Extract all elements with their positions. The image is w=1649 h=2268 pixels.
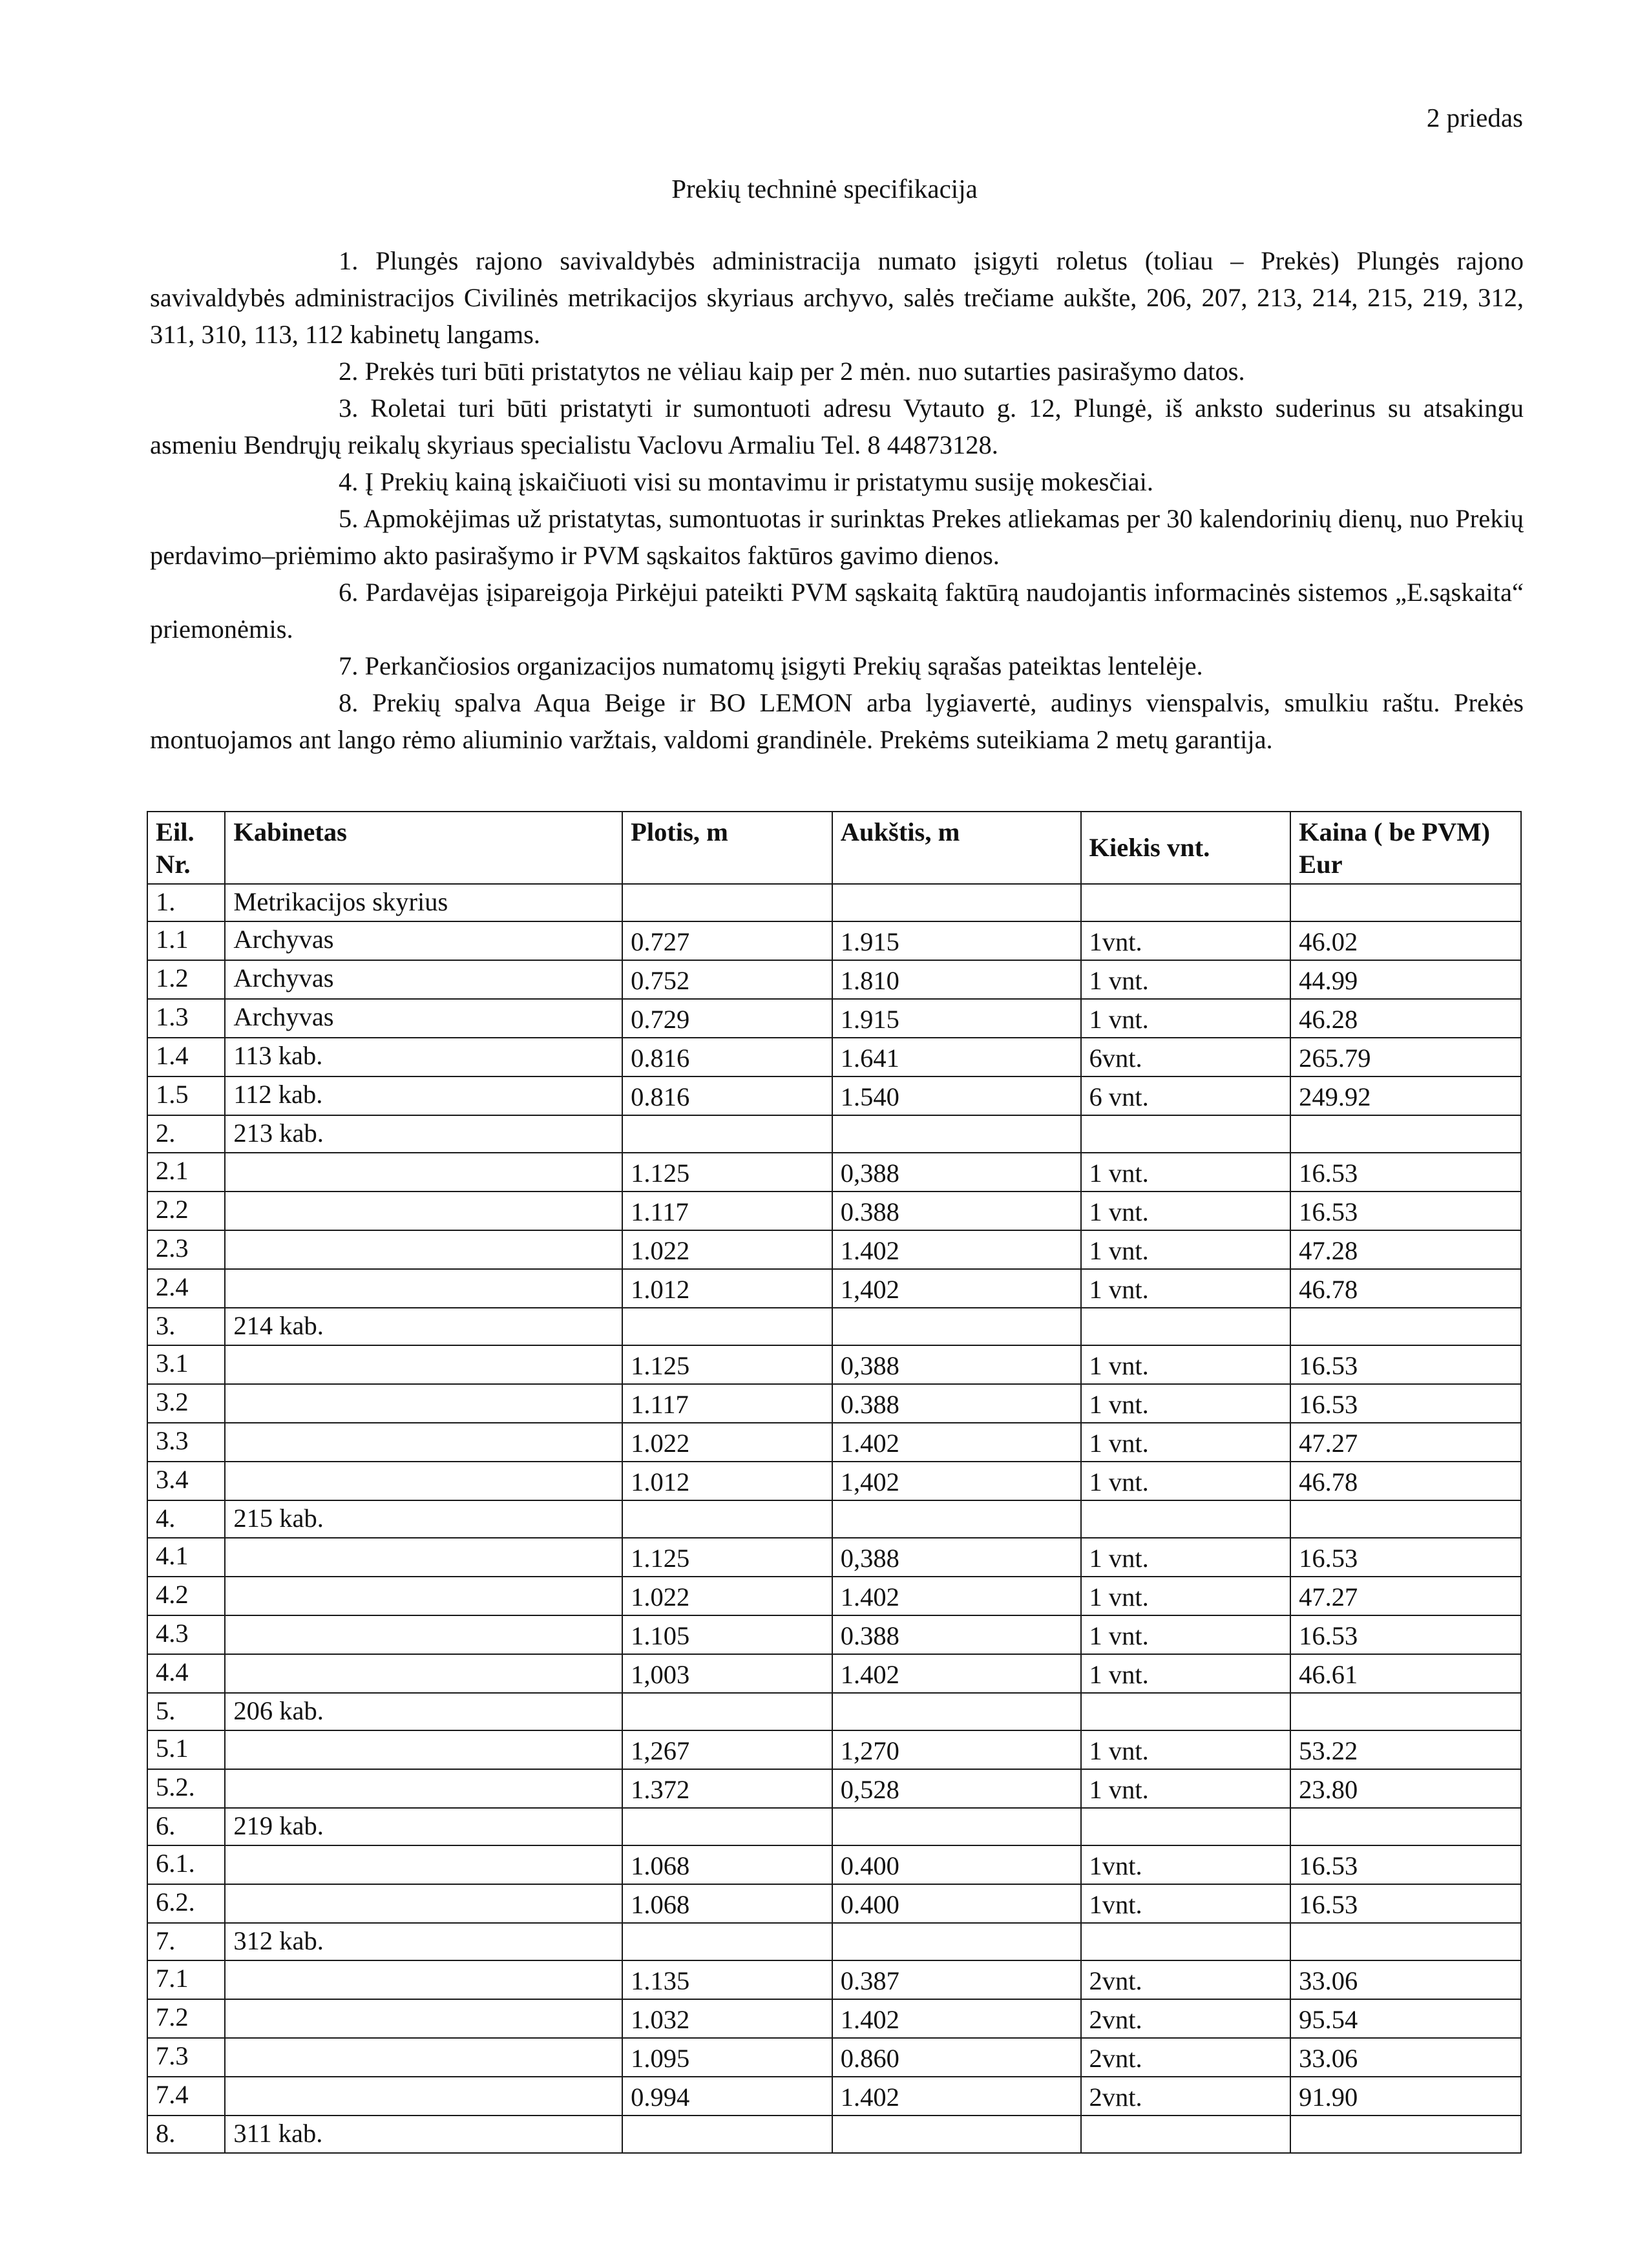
table-row (147, 884, 1521, 921)
cell-kiekis: 1 vnt. (1081, 1654, 1291, 1693)
cell-kiekis (1081, 1115, 1291, 1153)
cell-nr: 3. (147, 1308, 225, 1345)
cell-kiekis: 1 vnt. (1081, 1538, 1291, 1577)
cell-kiekis: 1 vnt. (1081, 1230, 1291, 1269)
cell-kabinetas (225, 1538, 622, 1577)
cell-kiekis: 2vnt. (1081, 2077, 1291, 2116)
cell-aukstis: 1.402 (832, 1577, 1081, 1615)
cell-kiekis: 1 vnt. (1081, 1462, 1291, 1500)
table-row (147, 1615, 1521, 1654)
cell-nr: 3.3 (147, 1423, 225, 1462)
cell-nr: 1.3 (147, 999, 225, 1038)
cell-kabinetas: Archyvas (225, 999, 622, 1038)
cell-kaina: 46.78 (1290, 1462, 1521, 1500)
cell-plotis: 1.095 (622, 2038, 832, 2077)
cell-aukstis: 1,402 (832, 1269, 1081, 1308)
cell-aukstis: 1.641 (832, 1038, 1081, 1076)
cell-kaina (1290, 1308, 1521, 1345)
cell-kiekis (1081, 1308, 1291, 1345)
cell-plotis: 1.125 (622, 1345, 832, 1384)
cell-kiekis: 1 vnt. (1081, 1615, 1291, 1654)
cell-nr: 1. (147, 884, 225, 921)
cell-plotis (622, 884, 832, 921)
cell-kiekis: 1 vnt. (1081, 1769, 1291, 1808)
cell-aukstis: 1,402 (832, 1462, 1081, 1500)
cell-plotis: 1,267 (622, 1730, 832, 1769)
cell-plotis: 0.994 (622, 2077, 832, 2116)
cell-plotis: 1.105 (622, 1615, 832, 1654)
cell-aukstis: 1.402 (832, 2077, 1081, 2116)
cell-plotis: 0.816 (622, 1076, 832, 1115)
cell-aukstis: 0,388 (832, 1345, 1081, 1384)
cell-aukstis: 1.402 (832, 1423, 1081, 1462)
cell-kaina (1290, 1808, 1521, 1845)
header-kiekis: Kiekis vnt. (1081, 812, 1291, 884)
cell-kabinetas (225, 1230, 622, 1269)
table-row (147, 1269, 1521, 1308)
table-body (147, 884, 1521, 2153)
paragraph-7: 7. Perkančiosios organizacijos numatomų įsigyti Prekių sąrašas pateiktas lentelėje. (339, 651, 1203, 680)
cell-kaina: 47.27 (1290, 1577, 1521, 1615)
table-row (147, 1769, 1521, 1808)
cell-aukstis: 0.400 (832, 1845, 1081, 1884)
cell-kaina: 16.53 (1290, 1153, 1521, 1192)
table-row (147, 1308, 1521, 1345)
cell-nr: 4.3 (147, 1615, 225, 1654)
cell-kabinetas (225, 2038, 622, 2077)
cell-kiekis: 1vnt. (1081, 1884, 1291, 1923)
cell-plotis: 1.012 (622, 1462, 832, 1500)
cell-nr: 7.3 (147, 2038, 225, 2077)
table-row (147, 1960, 1521, 1999)
cell-kabinetas: 219 kab. (225, 1808, 622, 1845)
cell-kabinetas (225, 1462, 622, 1500)
cell-plotis (622, 1308, 832, 1345)
cell-nr: 4.1 (147, 1538, 225, 1577)
cell-plotis: 1.022 (622, 1577, 832, 1615)
cell-nr: 3.2 (147, 1384, 225, 1423)
cell-plotis: 1.125 (622, 1538, 832, 1577)
cell-kaina: 47.27 (1290, 1423, 1521, 1462)
cell-kabinetas: Archyvas (225, 960, 622, 999)
cell-kiekis: 1 vnt. (1081, 1269, 1291, 1308)
paragraph-6: 6. Pardavėjas įsipareigoja Pirkėjui pateikti PVM sąskaitą faktūrą naudojantis informacinės sistemos „E.sąskaita“ priemonėmis. (150, 578, 1524, 644)
table-row (147, 1230, 1521, 1269)
cell-nr: 2. (147, 1115, 225, 1153)
cell-aukstis: 1.402 (832, 1654, 1081, 1693)
specification-body (150, 242, 1524, 758)
cell-kabinetas (225, 1153, 622, 1192)
cell-kaina: 16.53 (1290, 1538, 1521, 1577)
table-row (147, 1730, 1521, 1769)
cell-kiekis: 2vnt. (1081, 2038, 1291, 2077)
cell-kiekis: 6 vnt. (1081, 1076, 1291, 1115)
cell-kaina: 91.90 (1290, 2077, 1521, 2116)
table-row (147, 1654, 1521, 1693)
cell-kiekis: 1vnt. (1081, 921, 1291, 960)
header-kabinetas: Kabinetas (225, 812, 622, 884)
cell-kaina: 33.06 (1290, 2038, 1521, 2077)
cell-kabinetas (225, 1654, 622, 1693)
table-row (147, 1423, 1521, 1462)
cell-kabinetas (225, 1845, 622, 1884)
cell-plotis: 1.022 (622, 1423, 832, 1462)
cell-aukstis: 0,388 (832, 1538, 1081, 1577)
table-row (147, 921, 1521, 960)
cell-kiekis: 1 vnt. (1081, 1577, 1291, 1615)
cell-kabinetas (225, 1884, 622, 1923)
cell-aukstis: 1.402 (832, 1230, 1081, 1269)
cell-plotis (622, 2116, 832, 2153)
cell-plotis: 0.729 (622, 999, 832, 1038)
cell-kabinetas (225, 1960, 622, 1999)
cell-kabinetas: 206 kab. (225, 1693, 622, 1730)
cell-kaina: 47.28 (1290, 1230, 1521, 1269)
cell-kaina (1290, 1923, 1521, 1960)
cell-kiekis: 2vnt. (1081, 1960, 1291, 1999)
cell-kabinetas (225, 1384, 622, 1423)
cell-kiekis (1081, 1808, 1291, 1845)
cell-kabinetas (225, 1345, 622, 1384)
table-row (147, 1845, 1521, 1884)
cell-kabinetas (225, 1999, 622, 2038)
cell-kabinetas: Archyvas (225, 921, 622, 960)
table-row (147, 999, 1521, 1038)
cell-plotis: 1.117 (622, 1384, 832, 1423)
header-kaina: Kaina ( be PVM) Eur (1290, 812, 1521, 884)
cell-nr: 6. (147, 1808, 225, 1845)
cell-plotis (622, 1500, 832, 1538)
cell-aukstis: 0.387 (832, 1960, 1081, 1999)
cell-kaina: 16.53 (1290, 1384, 1521, 1423)
cell-plotis: 0.816 (622, 1038, 832, 1076)
cell-kabinetas (225, 2077, 622, 2116)
cell-plotis: 1.135 (622, 1960, 832, 1999)
cell-aukstis: 1.915 (832, 921, 1081, 960)
cell-kiekis: 1 vnt. (1081, 1423, 1291, 1462)
cell-kaina: 53.22 (1290, 1730, 1521, 1769)
cell-nr: 8. (147, 2116, 225, 2153)
paragraph-1: 1. Plungės rajono savivaldybės administracija numato įsigyti roletus (toliau – Prekės) Plungės rajono savivaldybės administracijos Civilinės metrikacijos skyriaus archyvo, salės trečiame aukšte, 206, 207, 213, 214, 215, 219, 312, 311, 310, 113, 112 kabinetų langams. (150, 246, 1524, 349)
cell-nr: 1.5 (147, 1076, 225, 1115)
cell-plotis: 1.117 (622, 1192, 832, 1230)
table-header-row (147, 812, 1521, 884)
cell-kaina (1290, 884, 1521, 921)
cell-nr: 5.2. (147, 1769, 225, 1808)
table-row (147, 1577, 1521, 1615)
cell-kaina: 46.28 (1290, 999, 1521, 1038)
cell-kiekis (1081, 1923, 1291, 1960)
cell-nr: 7. (147, 1923, 225, 1960)
cell-plotis (622, 1115, 832, 1153)
cell-kabinetas (225, 1269, 622, 1308)
cell-kaina: 46.61 (1290, 1654, 1521, 1693)
cell-kiekis: 1 vnt. (1081, 1153, 1291, 1192)
cell-nr: 5. (147, 1693, 225, 1730)
cell-kaina (1290, 2116, 1521, 2153)
table-row (147, 2038, 1521, 2077)
table-row (147, 1693, 1521, 1730)
cell-plotis: 1.372 (622, 1769, 832, 1808)
table-row (147, 1999, 1521, 2038)
cell-kiekis (1081, 2116, 1291, 2153)
cell-aukstis (832, 1808, 1081, 1845)
table-row (147, 1192, 1521, 1230)
cell-aukstis: 0.860 (832, 2038, 1081, 2077)
table-row (147, 1384, 1521, 1423)
header-nr: Eil. Nr. (147, 812, 225, 884)
cell-kabinetas: 215 kab. (225, 1500, 622, 1538)
cell-kiekis (1081, 1693, 1291, 1730)
cell-kiekis: 2vnt. (1081, 1999, 1291, 2038)
cell-plotis: 1.032 (622, 1999, 832, 2038)
table-row (147, 1462, 1521, 1500)
cell-kiekis (1081, 884, 1291, 921)
table-row (147, 1923, 1521, 1960)
cell-kiekis: 1 vnt. (1081, 1192, 1291, 1230)
cell-aukstis (832, 1693, 1081, 1730)
cell-kaina (1290, 1500, 1521, 1538)
cell-aukstis: 0,528 (832, 1769, 1081, 1808)
cell-kiekis (1081, 1500, 1291, 1538)
cell-kaina: 95.54 (1290, 1999, 1521, 2038)
table-row (147, 1884, 1521, 1923)
cell-kiekis: 1 vnt. (1081, 960, 1291, 999)
cell-kaina: 46.02 (1290, 921, 1521, 960)
cell-nr: 7.1 (147, 1960, 225, 1999)
cell-kabinetas: 312 kab. (225, 1923, 622, 1960)
cell-kabinetas: 213 kab. (225, 1115, 622, 1153)
cell-aukstis: 0.388 (832, 1384, 1081, 1423)
cell-nr: 7.4 (147, 2077, 225, 2116)
cell-kabinetas (225, 1730, 622, 1769)
cell-kaina: 44.99 (1290, 960, 1521, 999)
cell-nr: 1.1 (147, 921, 225, 960)
cell-kaina: 46.78 (1290, 1269, 1521, 1308)
cell-kabinetas (225, 1615, 622, 1654)
cell-plotis (622, 1808, 832, 1845)
header-plotis: Plotis, m (622, 812, 832, 884)
cell-kiekis: 1 vnt. (1081, 1345, 1291, 1384)
cell-kaina: 16.53 (1290, 1345, 1521, 1384)
table-row (147, 960, 1521, 999)
cell-nr: 6.1. (147, 1845, 225, 1884)
cell-plotis (622, 1693, 832, 1730)
table-row (147, 1808, 1521, 1845)
table-row (147, 2116, 1521, 2153)
table-row (147, 1538, 1521, 1577)
cell-plotis: 0.727 (622, 921, 832, 960)
cell-aukstis (832, 1308, 1081, 1345)
table-row (147, 1345, 1521, 1384)
cell-plotis: 1,003 (622, 1654, 832, 1693)
cell-nr: 3.4 (147, 1462, 225, 1500)
cell-kaina: 249.92 (1290, 1076, 1521, 1115)
cell-kabinetas: 113 kab. (225, 1038, 622, 1076)
cell-nr: 5.1 (147, 1730, 225, 1769)
cell-kiekis: 1 vnt. (1081, 999, 1291, 1038)
cell-plotis (622, 1923, 832, 1960)
cell-kabinetas: 311 kab. (225, 2116, 622, 2153)
cell-plotis: 1.125 (622, 1153, 832, 1192)
cell-kabinetas (225, 1192, 622, 1230)
cell-kiekis: 6vnt. (1081, 1038, 1291, 1076)
cell-aukstis: 1,270 (832, 1730, 1081, 1769)
annex-label: 2 priedas (1426, 103, 1523, 132)
cell-aukstis: 0.388 (832, 1192, 1081, 1230)
cell-kaina (1290, 1693, 1521, 1730)
cell-kiekis: 1 vnt. (1081, 1384, 1291, 1423)
paragraph-4: 4. Į Prekių kainą įskaičiuoti visi su montavimu ir pristatymu susiję mokesčiai. (339, 467, 1153, 496)
cell-kabinetas (225, 1577, 622, 1615)
table-row (147, 1076, 1521, 1115)
cell-plotis: 1.022 (622, 1230, 832, 1269)
cell-aukstis (832, 1500, 1081, 1538)
cell-nr: 1.4 (147, 1038, 225, 1076)
cell-nr: 4.4 (147, 1654, 225, 1693)
cell-kabinetas: Metrikacijos skyrius (225, 884, 622, 921)
table-row (147, 1115, 1521, 1153)
cell-nr: 7.2 (147, 1999, 225, 2038)
cell-kaina: 265.79 (1290, 1038, 1521, 1076)
cell-nr: 1.2 (147, 960, 225, 999)
cell-nr: 2.4 (147, 1269, 225, 1308)
cell-aukstis: 0,388 (832, 1153, 1081, 1192)
cell-aukstis (832, 1923, 1081, 1960)
cell-nr: 2.2 (147, 1192, 225, 1230)
cell-plotis: 0.752 (622, 960, 832, 999)
paragraph-8: 8. Prekių spalva Aqua Beige ir BO LEMON arba lygiavertė, audinys vienspalvis, smulkiu raštu. Prekės montuojamos ant lango rėmo aliuminio varžtais, valdomi grandinėle. Prekėms suteikiama 2 metų garantija. (150, 688, 1524, 754)
table-row (147, 1500, 1521, 1538)
cell-aukstis: 0.388 (832, 1615, 1081, 1654)
cell-aukstis (832, 884, 1081, 921)
table-row (147, 1153, 1521, 1192)
paragraph-2: 2. Prekės turi būti pristatytos ne vėliau kaip per 2 mėn. nuo sutarties pasirašymo datos. (339, 357, 1245, 386)
cell-kabinetas (225, 1423, 622, 1462)
cell-aukstis (832, 2116, 1081, 2153)
cell-kaina: 16.53 (1290, 1615, 1521, 1654)
table-row (147, 1038, 1521, 1076)
cell-kaina: 33.06 (1290, 1960, 1521, 1999)
cell-nr: 2.1 (147, 1153, 225, 1192)
cell-aukstis (832, 1115, 1081, 1153)
goods-table (147, 811, 1522, 2154)
cell-aukstis: 1.402 (832, 1999, 1081, 2038)
cell-kaina: 16.53 (1290, 1192, 1521, 1230)
cell-kaina: 23.80 (1290, 1769, 1521, 1808)
cell-kiekis: 1vnt. (1081, 1845, 1291, 1884)
cell-aukstis: 0.400 (832, 1884, 1081, 1923)
cell-kiekis: 1 vnt. (1081, 1730, 1291, 1769)
cell-kaina: 16.53 (1290, 1884, 1521, 1923)
header-aukstis: Aukštis, m (832, 812, 1081, 884)
cell-plotis: 1.068 (622, 1845, 832, 1884)
cell-kabinetas: 112 kab. (225, 1076, 622, 1115)
cell-kabinetas (225, 1769, 622, 1808)
cell-aukstis: 1.810 (832, 960, 1081, 999)
cell-kaina (1290, 1115, 1521, 1153)
cell-plotis: 1.012 (622, 1269, 832, 1308)
cell-kabinetas: 214 kab. (225, 1308, 622, 1345)
cell-nr: 6.2. (147, 1884, 225, 1923)
table-row (147, 2077, 1521, 2116)
cell-aukstis: 1.915 (832, 999, 1081, 1038)
cell-nr: 2.3 (147, 1230, 225, 1269)
paragraph-5: 5. Apmokėjimas už pristatytas, sumontuotas ir surinktas Prekes atliekamas per 30 kalendorinių dienų, nuo Prekių perdavimo–priėmimo akto pasirašymo ir PVM sąskaitos faktūros gavimo dienos. (150, 504, 1524, 570)
cell-nr: 4. (147, 1500, 225, 1538)
cell-nr: 4.2 (147, 1577, 225, 1615)
cell-kaina: 16.53 (1290, 1845, 1521, 1884)
cell-aukstis: 1.540 (832, 1076, 1081, 1115)
cell-nr: 3.1 (147, 1345, 225, 1384)
paragraph-3: 3. Roletai turi būti pristatyti ir sumontuoti adresu Vytauto g. 12, Plungė, iš anksto suderinus su atsakingu asmeniu Bendrųjų reikalų skyriaus specialistu Vaclovu Armaliu Tel. 8 44873128. (150, 394, 1524, 459)
document-title: Prekių techninė specifikacija (671, 174, 978, 204)
cell-plotis: 1.068 (622, 1884, 832, 1923)
